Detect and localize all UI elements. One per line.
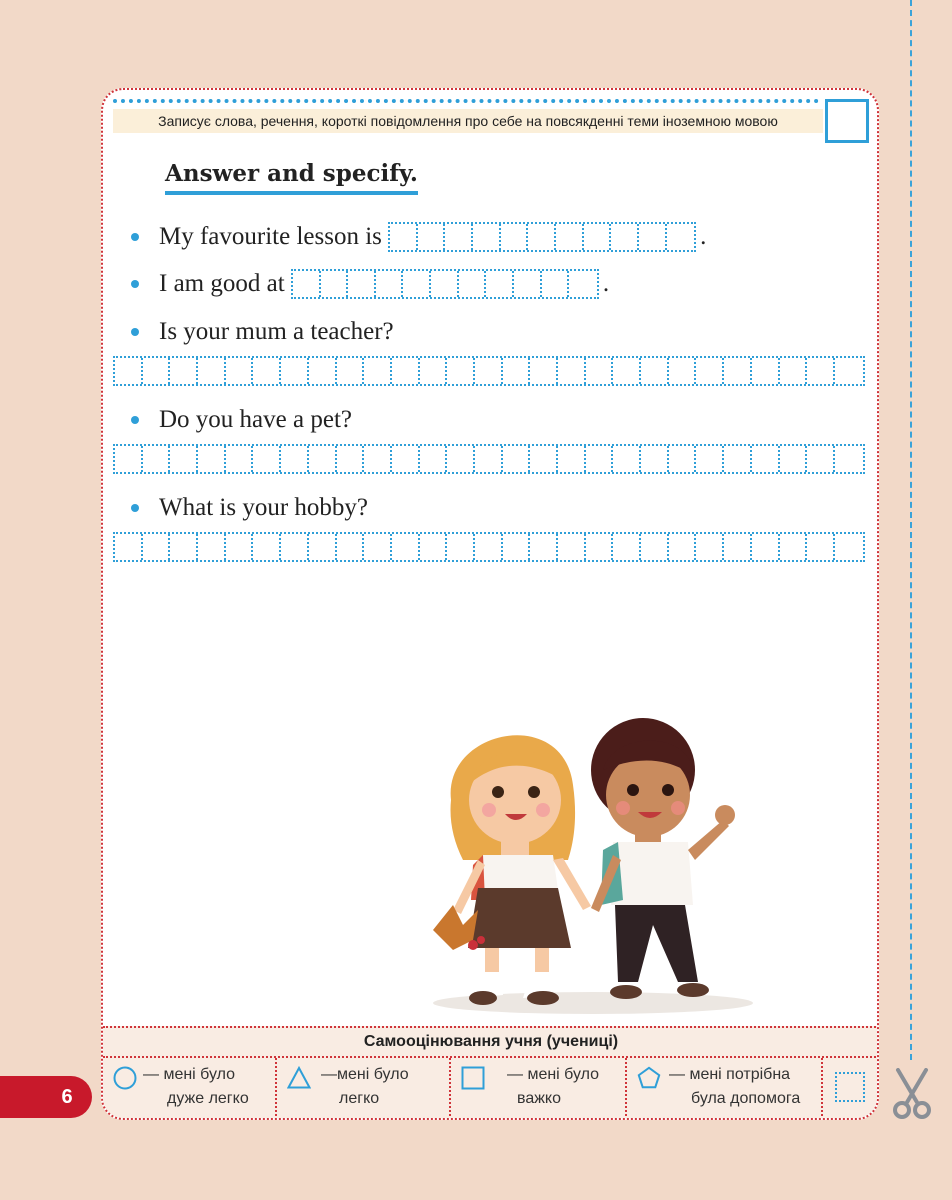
task-title: Answer and specify. bbox=[165, 160, 418, 195]
circle-icon bbox=[113, 1066, 137, 1090]
answer-row[interactable] bbox=[113, 356, 865, 389]
assessment-option-needed-help[interactable] bbox=[627, 1058, 823, 1120]
question-item bbox=[131, 494, 368, 522]
cut-line bbox=[910, 0, 912, 1060]
answer-cells[interactable] bbox=[291, 269, 599, 299]
question-text: My favourite lesson is bbox=[159, 223, 382, 250]
option-line1: — мені потрібна bbox=[669, 1066, 791, 1083]
assessment-option-easy[interactable] bbox=[277, 1058, 451, 1120]
assessment-mark-cell[interactable] bbox=[823, 1058, 879, 1120]
answer-cells[interactable] bbox=[113, 356, 865, 386]
mark-box[interactable] bbox=[835, 1072, 865, 1102]
answer-row[interactable] bbox=[113, 444, 865, 477]
bullet-icon bbox=[131, 328, 139, 336]
question-text: Do you have a pet? bbox=[159, 406, 352, 433]
answer-cells[interactable] bbox=[113, 444, 865, 474]
answer-row[interactable] bbox=[113, 532, 865, 565]
self-assessment-row bbox=[103, 1058, 879, 1120]
option-line2: була допомога bbox=[691, 1090, 801, 1107]
period: . bbox=[700, 223, 707, 250]
option-line1: — мені було bbox=[507, 1066, 600, 1083]
bullet-icon bbox=[131, 233, 139, 241]
competency-banner: Записує слова, речення, короткі повідомлення про себе на повсякденні теми іноземною мовою bbox=[113, 109, 823, 133]
triangle-icon bbox=[287, 1066, 311, 1090]
option-line2: легко bbox=[339, 1090, 380, 1107]
assessment-option-very-easy[interactable] bbox=[103, 1058, 277, 1120]
bullet-icon bbox=[131, 280, 139, 288]
bullet-icon bbox=[131, 504, 139, 512]
option-line1: —мені було bbox=[321, 1066, 409, 1083]
bullet-icon bbox=[131, 416, 139, 424]
assessment-option-hard[interactable] bbox=[451, 1058, 627, 1120]
question-text: I am good at bbox=[159, 270, 285, 297]
question-text: Is your mum a teacher? bbox=[159, 318, 394, 345]
pentagon-icon bbox=[637, 1066, 661, 1090]
question-item bbox=[131, 222, 706, 252]
option-line2: важко bbox=[517, 1090, 561, 1107]
option-line1: — мені було bbox=[143, 1066, 236, 1083]
children-illustration bbox=[423, 710, 763, 1020]
worksheet-card bbox=[101, 88, 879, 1120]
option-line2: дуже легко bbox=[167, 1090, 249, 1107]
question-item bbox=[131, 406, 352, 434]
question-item bbox=[131, 269, 609, 299]
question-text: What is your hobby? bbox=[159, 494, 368, 521]
page-number: 6 bbox=[61, 1086, 73, 1108]
scissors-icon bbox=[888, 1068, 936, 1120]
answer-cells[interactable] bbox=[113, 532, 865, 562]
mark-box[interactable] bbox=[825, 99, 869, 143]
self-assessment-title: Самооцінювання учня (учениці) bbox=[103, 1026, 879, 1058]
period: . bbox=[602, 270, 610, 297]
square-icon bbox=[461, 1066, 485, 1090]
question-item bbox=[131, 318, 394, 346]
top-dotted-line bbox=[113, 99, 819, 103]
answer-cells[interactable] bbox=[388, 222, 696, 252]
